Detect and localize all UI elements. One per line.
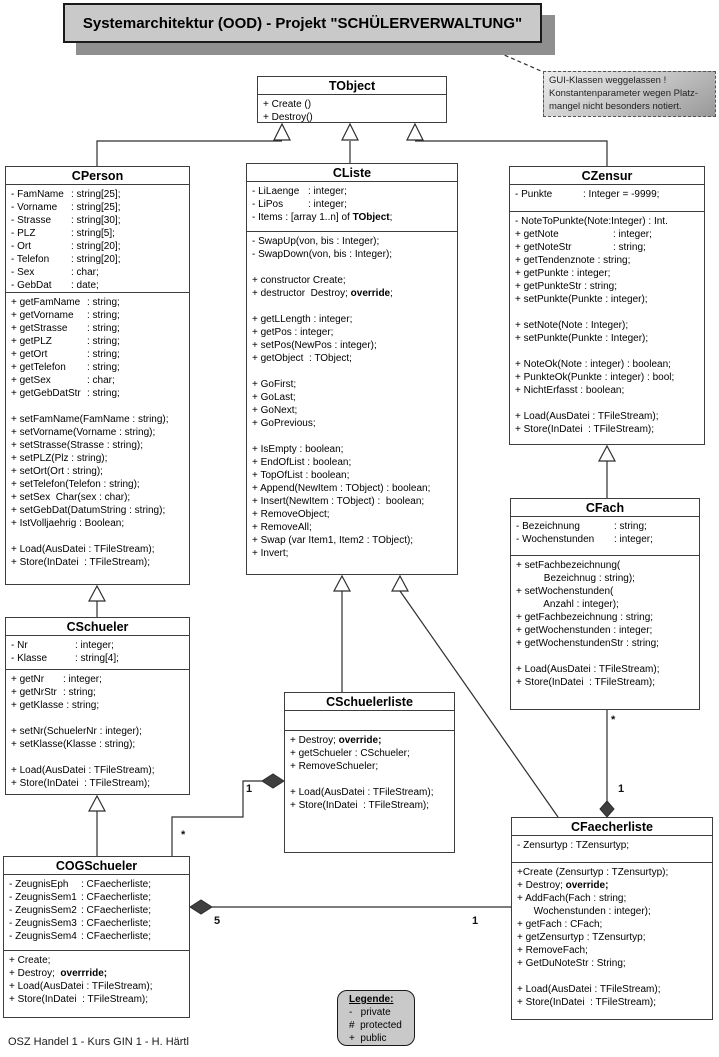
member-line: - SwapDown(von, bis : Integer); [252, 249, 393, 260]
member-line: + setVorname(Vorname : string); [11, 427, 156, 438]
member-line: - LiPos : integer; [252, 199, 347, 210]
member-line: + getNr : integer; [11, 674, 102, 685]
member-line: + Insert(NewItem : TObject) : boolean; [252, 496, 425, 507]
member-line: + TopOfList : boolean; [252, 470, 350, 481]
multiplicity-label: 1 [618, 783, 625, 795]
member-line: + Destroy; override; [290, 735, 382, 746]
member-line: + setNote(Note : Integer); [515, 320, 629, 331]
member-line [252, 300, 452, 313]
member-line: + setNr(SchuelerNr : integer); [11, 726, 142, 737]
member-line: + Load(AusDatei : TFileStream); [11, 765, 155, 776]
multiplicity-label: 5 [214, 915, 221, 927]
class-title: CFach [585, 501, 625, 515]
member-line: - LiLaenge : integer; [252, 186, 347, 197]
member-line: + getFachbezeichnung : string; [516, 612, 654, 623]
annotation-note [543, 71, 716, 117]
member-line: + getVorname : string; [11, 310, 120, 321]
inheritance-triangle-icon [599, 446, 615, 461]
member-line: + Store(InDatei : TFileStream); [11, 778, 151, 789]
class-title: CSchueler [66, 620, 129, 634]
member-line [11, 400, 184, 413]
member-line: + getPunkteStr : string; [515, 281, 617, 292]
inheritance-triangle-icon [274, 124, 290, 140]
member-line [515, 397, 699, 410]
methods-section [285, 730, 454, 852]
inheritance-triangle-icon [89, 586, 105, 601]
note-connector-dashed-line [479, 44, 541, 71]
class-box-cperson [5, 166, 190, 585]
member-line: - GebDat : date; [11, 280, 99, 291]
member-line [252, 261, 452, 274]
methods-section [6, 292, 189, 584]
methods-section [510, 211, 704, 444]
class-title: CListe [332, 166, 372, 180]
member-line: + Store(InDatei : TFileStream); [515, 424, 655, 435]
member-line [515, 345, 699, 358]
class-box-czensur [509, 166, 705, 445]
member-line: + destructor Destroy; override; [252, 288, 393, 299]
member-line: + getFamName : string; [11, 297, 120, 308]
member-line: + GoLast; [252, 392, 296, 403]
attributes-section [6, 635, 189, 669]
inheritance-triangle-icon [342, 124, 358, 140]
member-line: + EndOfList : boolean; [252, 457, 352, 468]
member-line: + Store(InDatei : TFileStream); [517, 997, 657, 1008]
member-line: + setGebDat(DatumString : string); [11, 505, 166, 516]
member-line: - private [349, 1007, 391, 1018]
member-line: + setOrt(Ort : string); [11, 466, 103, 477]
member-line [252, 365, 452, 378]
member-line: + setStrasse(Strasse : string); [11, 440, 143, 451]
class-box-cfaecherliste [511, 817, 713, 1020]
member-line: + getKlasse : string; [11, 700, 100, 711]
member-line: + setPunkte(Punkte : integer); [515, 294, 648, 305]
member-line: + setWochenstunden( [516, 586, 614, 597]
member-line: + PunkteOk(Punkte : integer) : bool; [515, 372, 675, 383]
attributes-section [6, 184, 189, 292]
member-line [515, 306, 699, 319]
member-line: + IsEmpty : boolean; [252, 444, 344, 455]
member-line: + Store(InDatei : TFileStream); [11, 557, 151, 568]
inheritance-triangle-icon [334, 576, 350, 591]
member-line: + setSex Char(sex : char); [11, 492, 131, 503]
class-box-cliste [246, 163, 458, 575]
member-line: + getStrasse : string; [11, 323, 120, 334]
member-line: - Vorname : string[25]; [11, 202, 121, 213]
member-line: - Nr : integer; [11, 640, 114, 651]
member-line: + Destroy; override; [517, 880, 609, 891]
footer-text: OSZ Handel 1 - Kurs GIN 1 - H. Härtl [8, 1036, 189, 1048]
member-line: + Append(NewItem : TObject) : boolean; [252, 483, 431, 494]
member-line: + public [349, 1033, 387, 1044]
legend-items [349, 1007, 414, 1046]
member-line [11, 530, 184, 543]
member-line: - Sex : char; [11, 267, 99, 278]
member-line: GUI-Klassen weggelassen ! [549, 75, 667, 86]
composition-diamond-icon [190, 900, 212, 914]
attributes-section [510, 184, 704, 211]
member-line: Anzahl : integer); [516, 599, 619, 610]
member-line: - ZeugnisSem4 : CFaecherliste; [9, 931, 152, 942]
member-line: - ZeugnisEph : CFaecherliste; [9, 879, 152, 890]
member-line: +Create (Zensurtyp : TZensurtyp); [517, 867, 669, 878]
methods-section [4, 950, 189, 1017]
member-line: - SwapUp(von, bis : Integer); [252, 236, 380, 247]
member-line: + GetDuNoteStr : String; [517, 958, 626, 969]
member-line: + RemoveObject; [252, 509, 330, 520]
member-line [11, 751, 184, 764]
member-line: + Load(AusDatei : TFileStream); [516, 664, 660, 675]
member-line: - Ort : string[20]; [11, 241, 121, 252]
member-line: Konstantenparameter wegen Platz- [549, 88, 698, 99]
multiplicity-label: 1 [472, 915, 479, 927]
member-line: + Load(AusDatei : TFileStream); [9, 981, 153, 992]
member-line: + setPunkte(Punkte : Integer); [515, 333, 649, 344]
member-line: + RemoveFach; [517, 945, 588, 956]
member-line: - Punkte : Integer = -9999; [515, 189, 660, 200]
member-line: + GoNext; [252, 405, 298, 416]
multiplicity-label: * [611, 714, 616, 726]
attributes-section [512, 835, 712, 862]
member-line: + setKlasse(Klasse : string); [11, 739, 136, 750]
member-line: + Create () [263, 99, 312, 110]
member-line: + Store(InDatei : TFileStream); [9, 994, 149, 1005]
member-line: - ZeugnisSem3 : CFaecherliste; [9, 918, 152, 929]
member-line: + constructor Create; [252, 275, 346, 286]
class-box-tobject [257, 76, 447, 123]
member-line: + setPos(NewPos : integer); [252, 340, 377, 351]
multiplicity-label: 1 [246, 783, 253, 795]
member-line: + getNrStr : string; [11, 687, 96, 698]
class-box-cogschueler [3, 856, 190, 1018]
member-line: - Klasse : string[4]; [11, 653, 119, 664]
member-line: + getPos : integer; [252, 327, 334, 338]
attributes-section [247, 181, 457, 231]
class-box-cfach [510, 498, 700, 710]
member-line: Wochenstunden : integer); [517, 906, 651, 917]
class-title: CFaecherliste [571, 820, 653, 834]
member-line: + getOrt : string; [11, 349, 120, 360]
member-line: + getGebDatStr : string; [11, 388, 120, 399]
methods-section [258, 94, 446, 122]
class-title: COGSchueler [55, 859, 138, 873]
member-line: + setFamName(FamName : string); [11, 414, 169, 425]
member-line: + RemoveSchueler; [290, 761, 379, 772]
member-line [290, 773, 449, 786]
member-line: + getWochenstunden : integer; [516, 625, 653, 636]
member-line: + AddFach(Fach : string; [517, 893, 627, 904]
class-title: CZensur [581, 169, 633, 183]
inheritance-triangle-icon [89, 796, 105, 811]
member-line: + getSex : char; [11, 375, 115, 386]
member-line [517, 970, 707, 983]
diagram-title: Systemarchitektur ( OOD ) - Projekt "SCHÜLERVERWALTUNG" [63, 3, 542, 43]
member-line: + RemoveAll; [252, 522, 312, 533]
member-line: - Wochenstunden : integer; [516, 534, 653, 545]
member-line: + Invert; [252, 548, 289, 559]
class-box-cschueler [5, 617, 190, 795]
methods-section [247, 231, 457, 574]
member-line: + getWochenstundenStr : string; [516, 638, 659, 649]
class-title: CPerson [71, 169, 124, 183]
inheritance-triangle-icon [407, 124, 423, 140]
legend-title: Legende: [349, 994, 394, 1005]
member-line: + Destroy; overrride; [9, 968, 108, 979]
class-box-cschuelerliste [284, 692, 455, 853]
member-line: - Strasse : string[30]; [11, 215, 121, 226]
member-line: Bezeichnug : string); [516, 573, 635, 584]
member-line: + GoPrevious; [252, 418, 316, 429]
member-line: + Load(AusDatei : TFileStream); [11, 544, 155, 555]
member-line: - FamName : string[25]; [11, 189, 121, 200]
member-line: - Items : [array 1..n] of TObject; [252, 212, 393, 223]
member-line: + getFach : CFach; [517, 919, 603, 930]
methods-section [511, 555, 699, 709]
attributes-section [511, 516, 699, 555]
composition-diamond-icon [600, 801, 614, 817]
member-line: + Load(AusDatei : TFileStream); [515, 411, 659, 422]
member-line: + NoteOk(Note : integer) : boolean; [515, 359, 671, 370]
member-line: + IstVolljaehrig : Boolean; [11, 518, 125, 529]
class-title: TObject [328, 79, 376, 93]
member-line: + Load(AusDatei : TFileStream); [290, 787, 434, 798]
member-line: + setFachbezeichnung( [516, 560, 621, 571]
member-line [11, 712, 184, 725]
member-line: - NoteToPunkte(Note:Integer) : Int. [515, 216, 668, 227]
member-line: + getTelefon : string; [11, 362, 120, 373]
member-line: + getNoteStr : string; [515, 242, 646, 253]
attributes-section [4, 874, 189, 950]
member-line: + Store(InDatei : TFileStream); [290, 800, 430, 811]
member-line: mangel nicht besonders notiert. [549, 101, 682, 112]
member-line: # protected [349, 1020, 402, 1031]
member-line: - ZeugnisSem1 : CFaecherliste; [9, 892, 152, 903]
legend [337, 990, 415, 1046]
member-line: - Zensurtyp : TZensurtyp; [517, 840, 630, 851]
member-line: + GoFirst; [252, 379, 297, 390]
attributes-section [285, 710, 454, 730]
member-line [516, 650, 694, 663]
member-line: + getLLength : integer; [252, 314, 353, 325]
member-line: + getObject : TObject; [252, 353, 352, 364]
member-line: + Destroy() [263, 112, 313, 122]
multiplicity-label: * [181, 829, 186, 841]
member-line: + Create; [9, 955, 51, 966]
member-line: - PLZ : string[5]; [11, 228, 115, 239]
member-line: + Load(AusDatei : TFileStream); [517, 984, 661, 995]
methods-section [512, 862, 712, 1019]
member-line [252, 430, 452, 443]
member-line: + Store(InDatei : TFileStream); [516, 677, 656, 688]
methods-section [6, 669, 189, 794]
member-line: + getZensurtyp : TZensurtyp; [517, 932, 646, 943]
member-line: + NichtErfasst : boolean; [515, 385, 625, 396]
member-line: + setTelefon(Telefon : string); [11, 479, 140, 490]
member-line: + getPunkte : integer; [515, 268, 611, 279]
member-line: + getPLZ : string; [11, 336, 120, 347]
class-title: CSchuelerliste [326, 695, 413, 709]
member-line: + getSchueler : CSchueler; [290, 748, 410, 759]
member-line: - Bezeichnung : string; [516, 521, 647, 532]
member-line: + Swap (var Item1, Item2 : TObject); [252, 535, 414, 546]
member-line: - Telefon : string[20]; [11, 254, 121, 265]
member-line: + setPLZ(Plz : string); [11, 453, 108, 464]
composition-diamond-icon [262, 774, 284, 788]
inheritance-triangle-icon [392, 576, 408, 591]
member-line: + getNote : integer; [515, 229, 652, 240]
member-line: - ZeugnisSem2 : CFaecherliste; [9, 905, 152, 916]
member-line: + getTendenznote : string; [515, 255, 631, 266]
